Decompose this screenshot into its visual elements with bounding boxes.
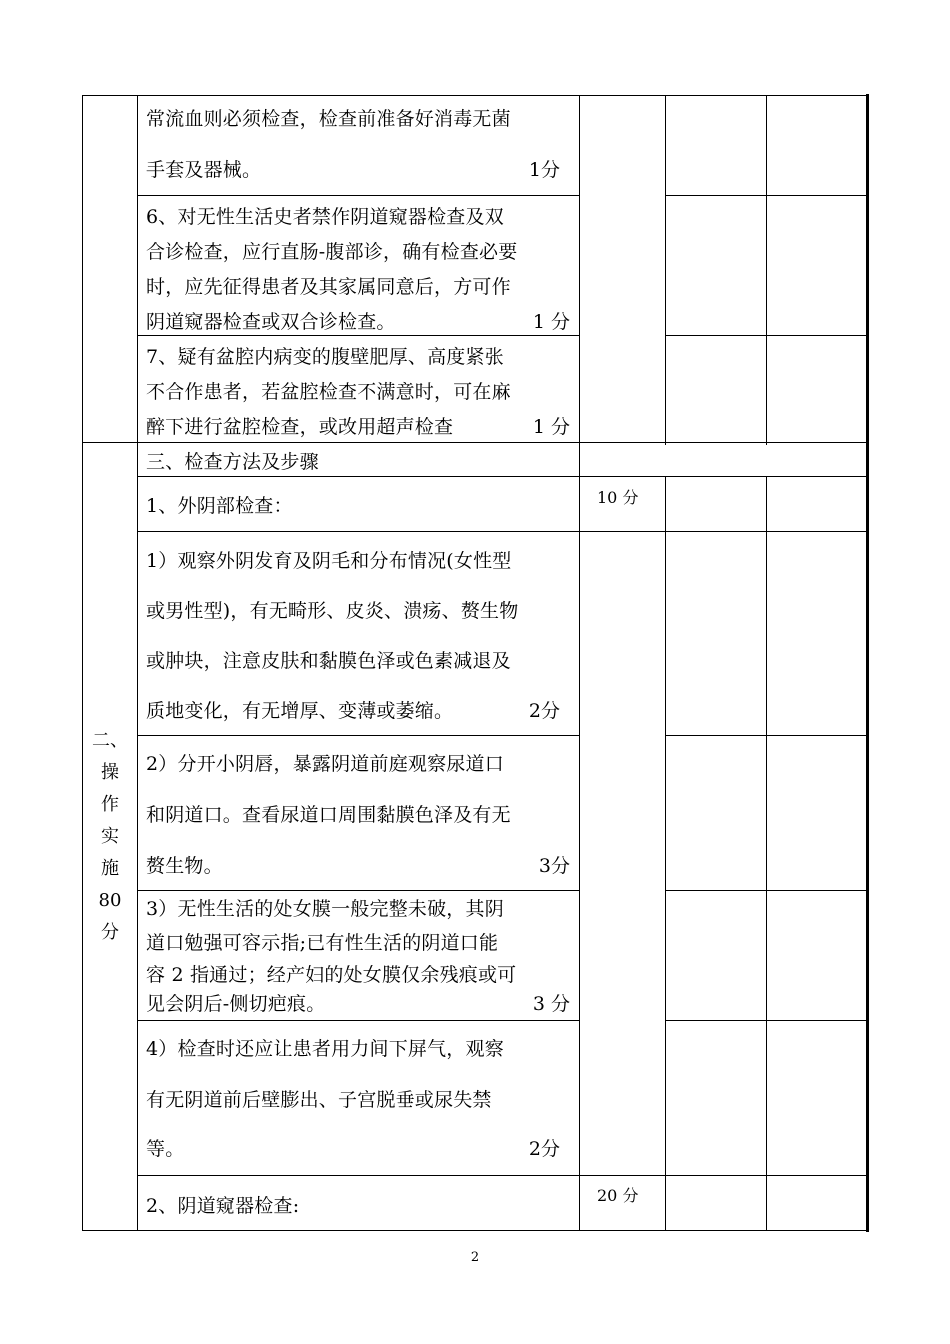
row-text-line: 常流血则必须检查，检查前准备好消毒无菌 [146,108,511,130]
row-divider [137,890,580,891]
row-text-line: 不合作患者，若盆腔检查不满意时，可在麻 [146,381,511,403]
row-text-line: 2）分开小阴唇，暴露阴道前庭观察尿道口 [146,753,504,775]
col-divider-1 [137,95,138,1231]
row-score: 3 分 [532,993,570,1015]
row-score: 1分 [528,159,560,181]
row-divider [137,531,868,532]
section-label-char: 施 [101,858,119,879]
row-points: 10 分 [597,488,639,507]
row-text-line: 3）无性生活的处女膜一般完整未破，其阴 [146,898,504,920]
row-text-line: 4）检查时还应让患者用力间下屏气，观察 [146,1038,504,1060]
row-text-line: 道口勉强可容示指;已有性生活的阴道口能 [146,932,499,954]
section-label-unit: 分 [101,922,119,943]
row-score: 1 分 [532,311,570,333]
row-divider [137,476,868,477]
section-heading: 三、检查方法及步骤 [146,451,319,473]
row-text-line: 时，应先征得患者及其家属同意后，方可作 [146,276,511,298]
section-label-char: 操 [101,762,119,783]
row-divider [665,335,868,336]
row-text-line: 质地变化，有无增厚、变薄或萎缩。 [146,700,454,722]
section-label-prefix: 二、 [92,730,128,751]
row-divider [137,1175,868,1176]
section-label-char: 实 [101,826,119,847]
row-text-line: 手套及器械。 [146,159,262,181]
col-divider-3b [665,476,666,1231]
row-score: 1 分 [532,416,570,438]
row-text-line: 合诊检查，应行直肠-腹部诊，确有检查必要 [146,241,518,263]
section-label [84,728,136,946]
row-divider [665,195,868,196]
row-score: 3分 [538,855,570,877]
table-border-right [866,94,869,1232]
row-score: 2分 [528,1138,560,1160]
page-number: 2 [470,1250,480,1265]
row-divider [665,1020,868,1021]
row-text-line: 醉下进行盆腔检查，或改用超声检查 [146,416,454,438]
row-text-line: 阴道窥器检查或双合诊检查。 [146,311,396,333]
row-text-line: 和阴道口。查看尿道口周围黏膜色泽及有无 [146,804,511,826]
row-text-line: 或肿块，注意皮肤和黏膜色泽或色素减退及 [146,650,511,672]
row-divider [137,1020,580,1021]
section-label-char: 作 [101,794,119,815]
row-text-line: 2、阴道窥器检查: [146,1195,300,1217]
row-text-line: 有无阴道前后壁膨出、子宫脱垂或尿失禁 [146,1089,492,1111]
row-text-line: 1、外阴部检查： [146,495,293,517]
section-divider [82,442,868,443]
row-text-line: 见会阴后-侧切疤痕。 [146,993,326,1015]
row-text-line: 6、对无性生活史者禁作阴道窥器检查及双 [146,206,504,228]
row-points: 20 分 [597,1186,639,1205]
row-text-line: 容 2 指通过；经产妇的处女膜仅余残痕或可 [146,964,517,986]
table-border-left [82,95,83,1231]
row-text-line: 等。 [146,1138,185,1160]
row-text-line: 7、疑有盆腔内病变的腹壁肥厚、高度紧张 [146,346,504,368]
row-divider [137,195,580,196]
row-divider [665,735,868,736]
row-text-line: 或男性型)，有无畸形、皮炎、溃疡、赘生物 [146,600,519,622]
row-text-line: 1）观察外阴发育及阴毛和分布情况(女性型 [146,550,512,572]
row-divider [137,735,580,736]
col-divider-4b [766,476,767,1231]
col-divider-3 [665,95,666,445]
row-divider [137,335,580,336]
row-score: 2分 [528,700,560,722]
table-border-top [82,95,868,96]
row-text-line: 赘生物。 [146,855,223,877]
row-divider [665,890,868,891]
section-label-points: 80 [98,890,122,911]
col-divider-4 [766,95,767,445]
table-border-bottom [82,1230,868,1231]
col-divider-2 [579,95,580,1231]
